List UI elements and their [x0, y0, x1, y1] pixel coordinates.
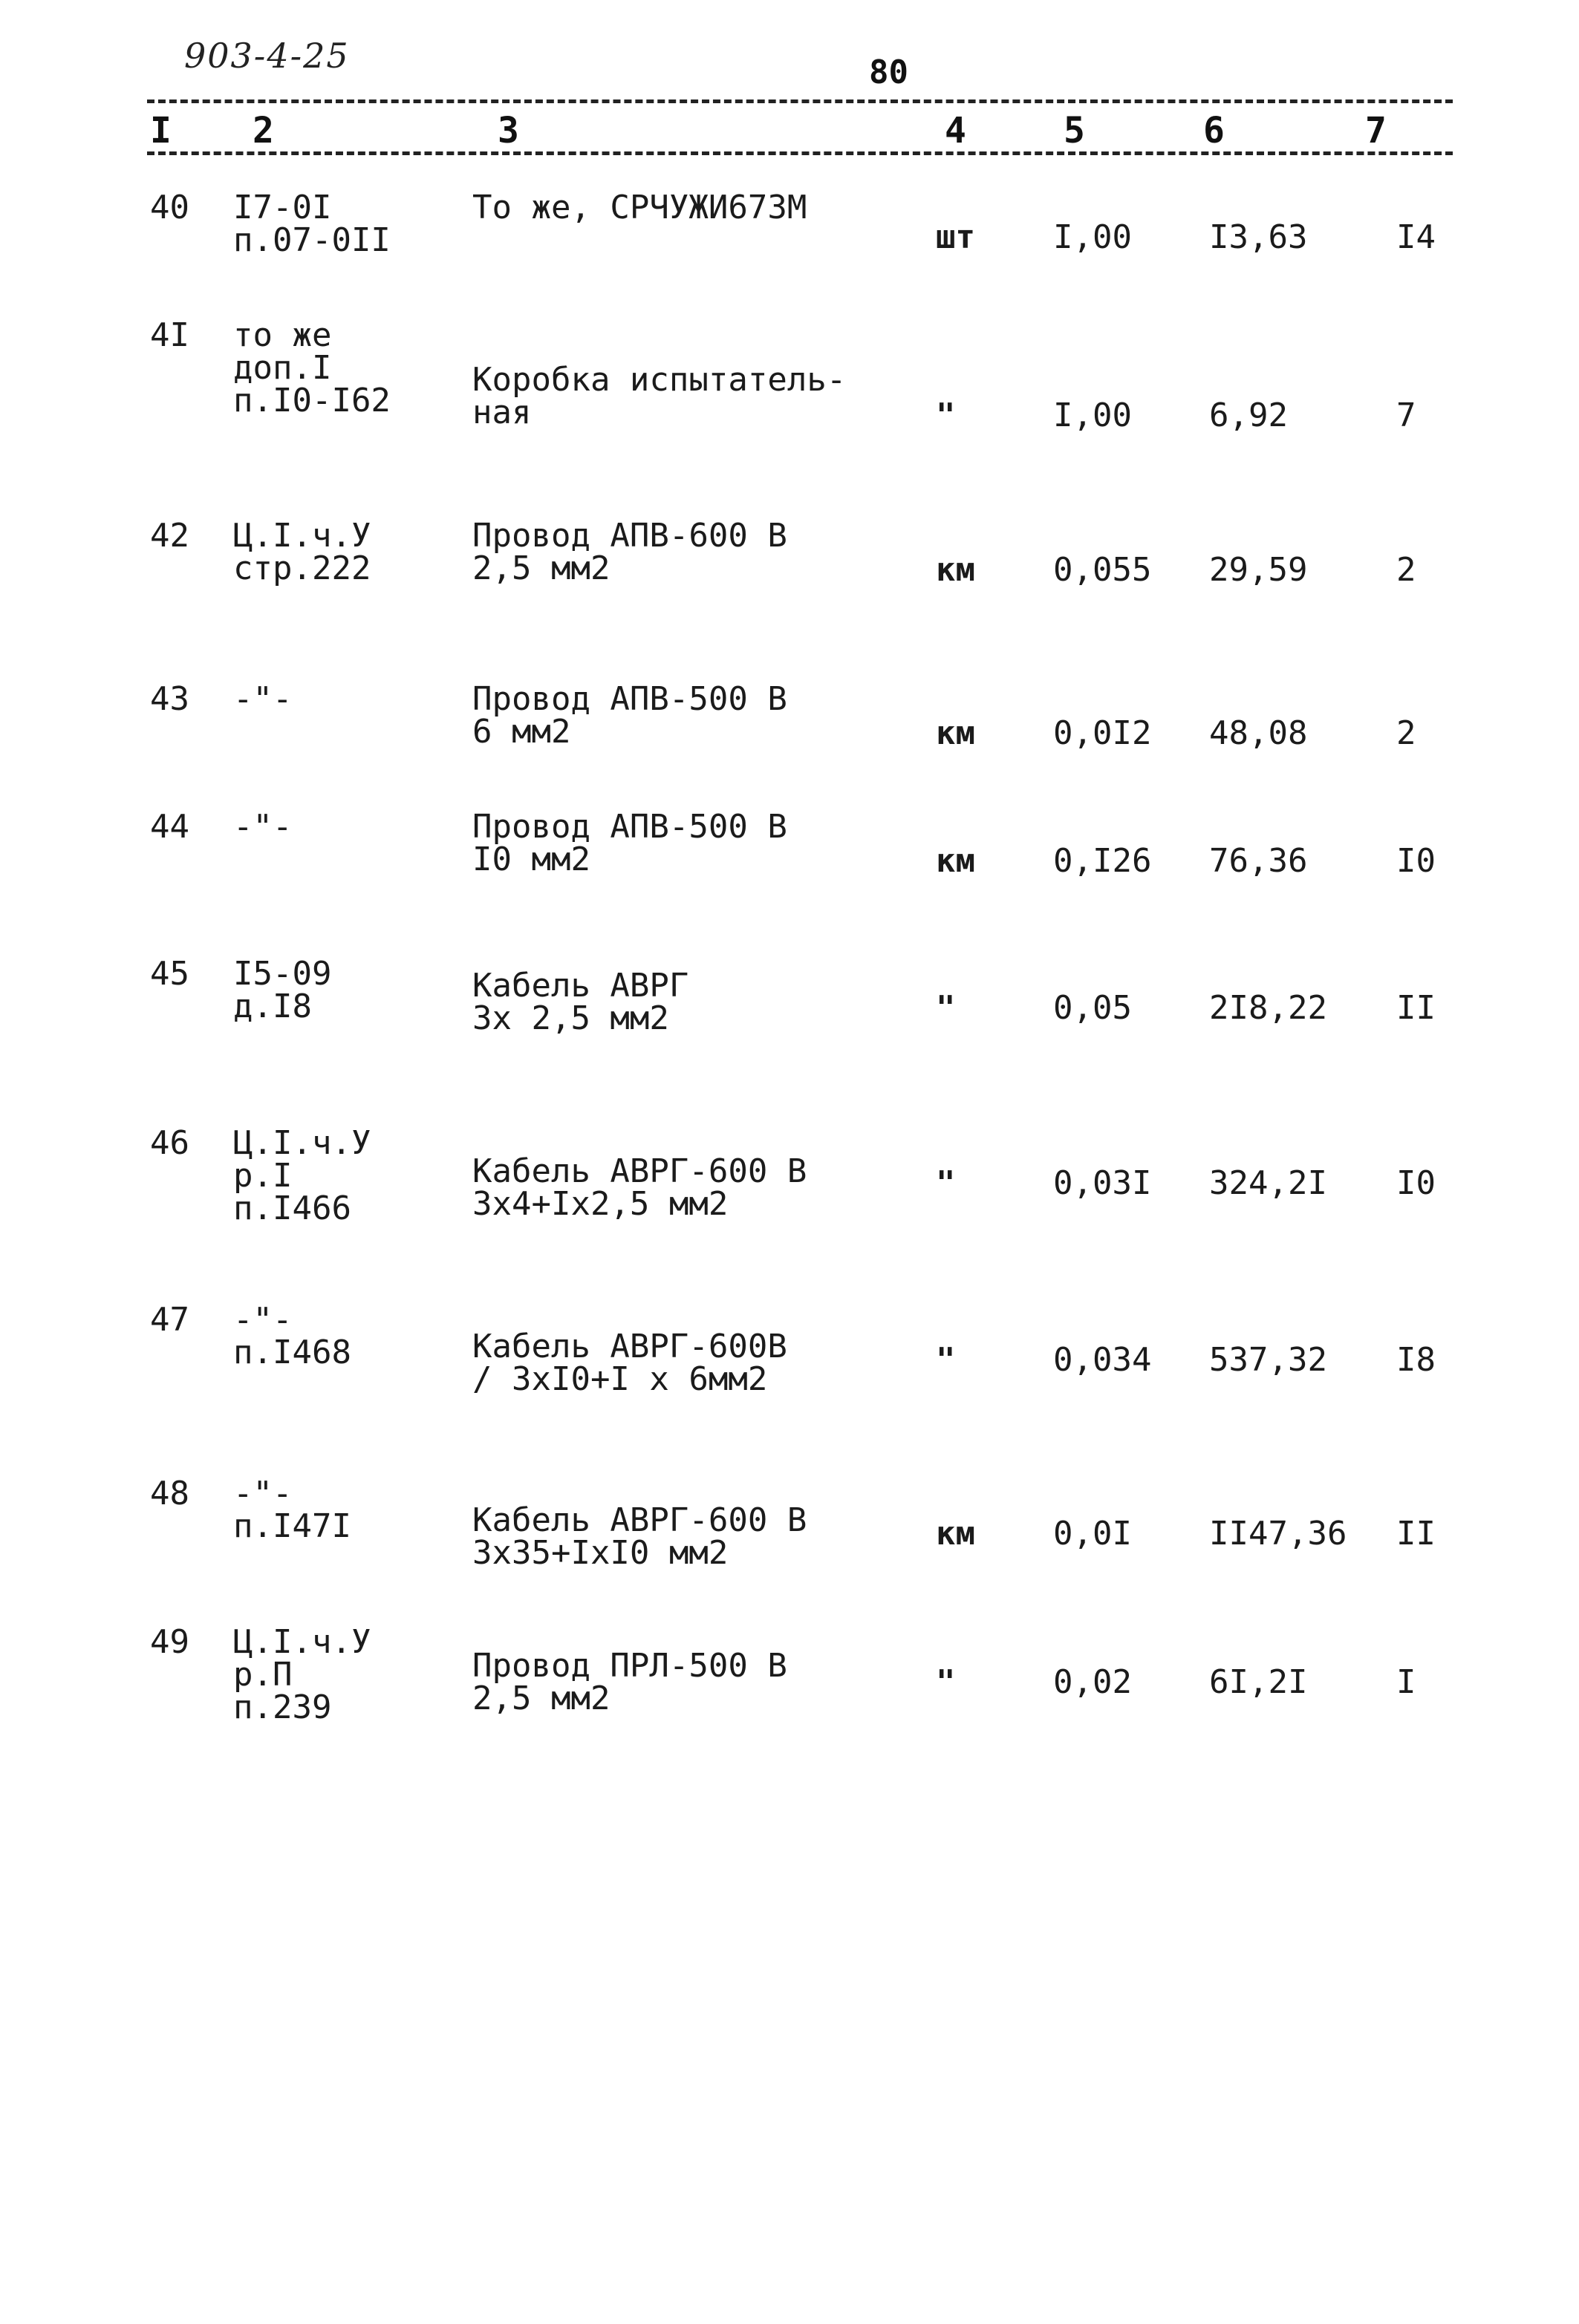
column-header-6: 6 — [1203, 110, 1225, 151]
page-number: 80 — [869, 53, 908, 91]
row-quantity: 0,055 — [1053, 551, 1152, 589]
column-header-7: 7 — [1365, 110, 1387, 151]
column-header-4: 4 — [945, 110, 966, 151]
row-unit: " — [936, 1164, 956, 1202]
reference-line: п.I0-I62 — [233, 382, 391, 420]
description-line: I0 мм2 — [472, 841, 590, 878]
description-line: 2,5 мм2 — [472, 549, 611, 587]
row-total: 7 — [1396, 396, 1416, 434]
row-quantity: 0,I26 — [1053, 842, 1152, 880]
description-line: 2,5 мм2 — [472, 1680, 611, 1717]
row-number: 44 — [150, 808, 189, 846]
row-price: II47,36 — [1209, 1515, 1347, 1553]
row-description — [472, 1501, 807, 1572]
row-reference — [233, 808, 293, 846]
row-description — [472, 1647, 787, 1717]
row-description — [472, 680, 787, 751]
row-description — [472, 1152, 807, 1223]
reference-line: д.I8 — [233, 988, 312, 1025]
row-unit: " — [936, 396, 956, 434]
row-quantity: 0,03I — [1053, 1164, 1152, 1202]
row-number: 42 — [150, 517, 189, 555]
row-price: 6I,2I — [1209, 1663, 1308, 1701]
reference-line: р.I — [233, 1157, 293, 1195]
description-line: ная — [472, 394, 532, 431]
row-description — [472, 361, 847, 431]
description-line: 3х35+IхI0 мм2 — [472, 1534, 729, 1572]
reference-line: п.I468 — [233, 1334, 351, 1371]
row-quantity: I,00 — [1053, 218, 1132, 256]
reference-line: доп.I — [233, 349, 332, 387]
row-price: 2I8,22 — [1209, 989, 1327, 1027]
row-description — [472, 189, 807, 226]
row-quantity: 0,034 — [1053, 1341, 1152, 1379]
row-reference — [233, 1301, 351, 1371]
row-description — [472, 808, 787, 878]
row-total: I0 — [1396, 1164, 1436, 1202]
row-reference — [233, 1124, 371, 1227]
description-line: 6 мм2 — [472, 713, 571, 751]
row-price: 29,59 — [1209, 551, 1308, 589]
row-reference — [233, 316, 391, 420]
header-rule-bottom — [147, 151, 1453, 155]
reference-line: п.07-0II — [233, 221, 391, 259]
row-quantity: I,00 — [1053, 396, 1132, 434]
row-description — [472, 1328, 787, 1398]
column-header-1: I — [150, 110, 172, 151]
row-description — [472, 967, 689, 1037]
reference-line: -"- — [233, 1301, 293, 1339]
row-quantity: 0,02 — [1053, 1663, 1132, 1701]
reference-line: стр.222 — [233, 549, 371, 587]
row-price: 76,36 — [1209, 842, 1308, 880]
row-unit: " — [936, 1663, 956, 1701]
row-total: I8 — [1396, 1341, 1436, 1379]
reference-line: то же — [233, 316, 332, 354]
row-reference — [233, 680, 293, 718]
row-reference — [233, 1475, 351, 1545]
reference-line: Ц.I.ч.У — [233, 1124, 371, 1162]
description-line: Провод АПВ-500 В — [472, 808, 787, 846]
row-total: I0 — [1396, 842, 1436, 880]
description-line: / 3хI0+I х 6мм2 — [472, 1360, 768, 1398]
row-total: II — [1396, 989, 1436, 1027]
row-unit: " — [936, 989, 956, 1027]
row-price: 324,2I — [1209, 1164, 1327, 1202]
row-reference — [233, 517, 371, 587]
reference-line: -"- — [233, 680, 293, 718]
document-code: 903-4-25 — [184, 36, 350, 76]
reference-line: п.I466 — [233, 1189, 351, 1227]
row-reference — [233, 1623, 371, 1726]
row-reference — [233, 955, 332, 1025]
row-description — [472, 517, 787, 587]
description-line: Кабель АВРГ-600 В — [472, 1501, 807, 1539]
row-price: 48,08 — [1209, 714, 1308, 752]
row-price: 6,92 — [1209, 396, 1288, 434]
description-line: Кабель АВРГ-600В — [472, 1328, 787, 1365]
row-reference — [233, 189, 391, 259]
row-unit: км — [936, 714, 975, 752]
column-header-5: 5 — [1064, 110, 1085, 151]
row-number: 46 — [150, 1124, 189, 1162]
description-line: Кабель АВРГ-600 В — [472, 1152, 807, 1190]
reference-line: р.П — [233, 1656, 293, 1694]
header-rule-top — [147, 99, 1453, 103]
row-total: II — [1396, 1515, 1436, 1553]
description-line: Провод ПРЛ-500 В — [472, 1647, 787, 1685]
column-header-3: 3 — [498, 110, 519, 151]
description-line: Провод АПВ-600 В — [472, 517, 787, 555]
reference-line: п.I47I — [233, 1507, 351, 1545]
reference-line: -"- — [233, 808, 293, 846]
row-quantity: 0,0I2 — [1053, 714, 1152, 752]
description-line: Коробка испытатель- — [472, 361, 847, 399]
reference-line: Ц.I.ч.У — [233, 517, 371, 555]
row-unit: " — [936, 1341, 956, 1379]
description-line: Провод АПВ-500 В — [472, 680, 787, 718]
description-line: Кабель АВРГ — [472, 967, 689, 1005]
column-header-2: 2 — [253, 110, 274, 151]
description-line: То же, СРЧУЖИ673М — [472, 189, 807, 226]
row-number: 40 — [150, 189, 189, 226]
row-total: 2 — [1396, 551, 1416, 589]
row-unit: км — [936, 1515, 975, 1553]
row-number: 48 — [150, 1475, 189, 1512]
row-unit: шт — [936, 218, 975, 256]
row-number: 4I — [150, 316, 189, 354]
row-total: I4 — [1396, 218, 1436, 256]
row-number: 49 — [150, 1623, 189, 1661]
reference-line: I5-09 — [233, 955, 332, 993]
row-number: 43 — [150, 680, 189, 718]
reference-line: п.239 — [233, 1688, 332, 1726]
row-number: 45 — [150, 955, 189, 993]
description-line: 3х4+Iх2,5 мм2 — [472, 1185, 729, 1223]
reference-line: I7-0I — [233, 189, 332, 226]
row-unit: км — [936, 551, 975, 589]
row-total: I — [1396, 1663, 1416, 1701]
row-unit: км — [936, 842, 975, 880]
description-line: 3х 2,5 мм2 — [472, 999, 669, 1037]
row-quantity: 0,0I — [1053, 1515, 1132, 1553]
reference-line: -"- — [233, 1475, 293, 1512]
row-number: 47 — [150, 1301, 189, 1339]
reference-line: Ц.I.ч.У — [233, 1623, 371, 1661]
row-total: 2 — [1396, 714, 1416, 752]
row-price: 537,32 — [1209, 1341, 1327, 1379]
row-quantity: 0,05 — [1053, 989, 1132, 1027]
row-price: I3,63 — [1209, 218, 1308, 256]
